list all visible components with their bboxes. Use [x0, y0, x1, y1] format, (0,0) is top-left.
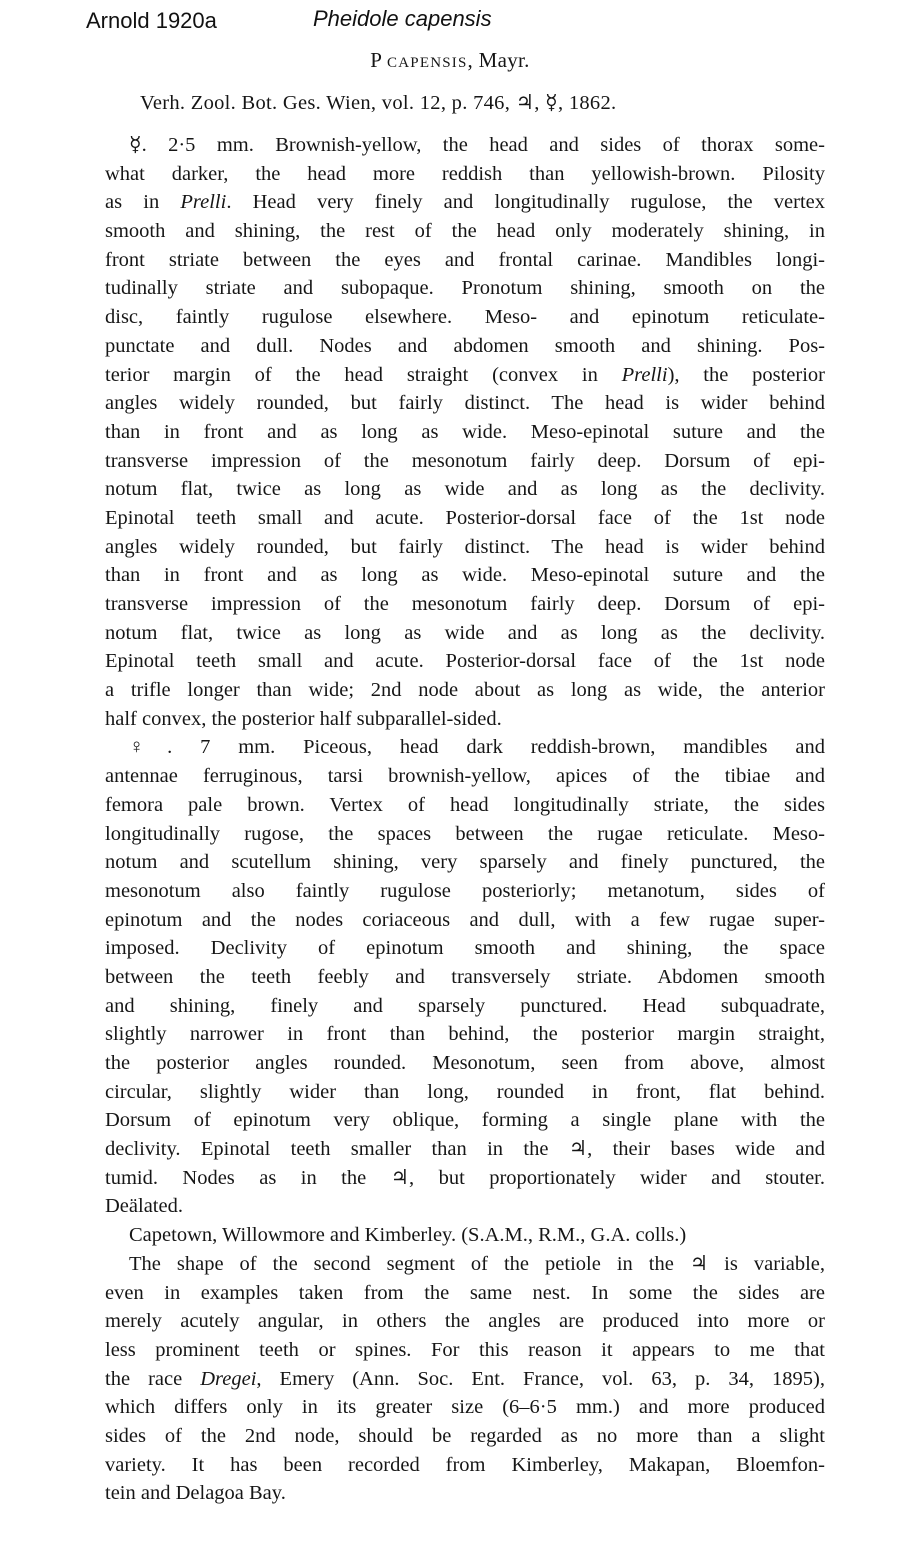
text-line: than in front and as long as wide. Meso-epinotal suture and the — [105, 564, 825, 587]
text-line: epinotum and the nodes coriaceous and dull, with a few rugae super- — [105, 908, 825, 931]
text-line: half convex, the posterior half subparallel-sided. — [105, 707, 502, 730]
text-line: which differs only in its greater size (6–6·5 mm.) and more produced — [105, 1396, 825, 1419]
description-body — [105, 131, 825, 1508]
text-line: disc, faintly rugulose elsewhere. Meso- and epinotum reticulate- — [105, 306, 825, 329]
text-line: Epinotal teeth small and acute. Posterior-dorsal face of the 1st node — [105, 506, 825, 529]
text-line: ♀. 7 mm. Piceous, head dark reddish-brown, mandibles and — [129, 736, 825, 759]
text-line: circular, slightly wider than long, rounded in front, flat behind. — [105, 1080, 825, 1103]
text-line: the posterior angles rounded. Mesonotum, seen from above, almost — [105, 1052, 825, 1074]
text-line: angles widely rounded, but fairly distinct. The head is wider behind — [105, 535, 825, 558]
text-line: front striate between the eyes and frontal carinae. Mandibles longi- — [105, 248, 825, 271]
text-line: Dorsum of epinotum very oblique, forming a single plane with the — [105, 1109, 825, 1132]
text-line: angles widely rounded, but fairly distinct. The head is wider behind — [105, 392, 825, 415]
text-line: ☿. 2·5 mm. Brownish-yellow, the head and sides of thorax some- — [129, 134, 825, 156]
text-line: notum flat, twice as long as wide and as long as the declivity. — [105, 478, 825, 501]
text-line: notum flat, twice as long as wide and as long as the declivity. — [105, 621, 825, 644]
paragraph — [105, 733, 825, 1221]
text-line: tein and Delagoa Bay. — [105, 1482, 286, 1505]
text-line: tumid. Nodes as in the ♃, but proportionately wider and stouter. — [105, 1166, 825, 1189]
text-line: declivity. Epinotal teeth smaller than in the ♃, their bases wide and — [105, 1138, 825, 1161]
text-line: imposed. Declivity of epinotum smooth and shining, the space — [105, 937, 825, 960]
text-line: merely acutely angular, in others the angles are produced into more or — [105, 1310, 825, 1333]
text-line: a trifle longer than wide; 2nd node about as long as wide, the anterior — [105, 679, 825, 702]
taxon-label: Pheidole capensis — [313, 6, 492, 31]
text-line: tudinally striate and subopaque. Pronotum shining, smooth on the — [105, 277, 825, 300]
text-line: antennae ferruginous, tarsi brownish-yellow, apices of the tibiae and — [105, 765, 825, 788]
text-line: transverse impression of the mesonotum fairly deep. Dorsum of epi- — [105, 449, 825, 472]
species-author: , Mayr. — [467, 48, 530, 72]
text-line: between the teeth feebly and transversely striate. Abdomen smooth — [105, 965, 825, 988]
text-line: notum and scutellum shining, very sparsely and finely punctured, the — [105, 851, 825, 874]
text-line: smooth and shining, the rest of the head only moderately shining, in — [105, 220, 825, 243]
text-line: and shining, finely and sparsely punctured. Head subquadrate, — [105, 994, 825, 1017]
text-line: mesonotum also faintly rugulose posteriorly; metanotum, sides of — [105, 879, 825, 902]
text-line: The shape of the second segment of the petiole in the ♃ is variable, — [129, 1252, 825, 1275]
original-reference: Verh. Zool. Bot. Ges. Wien, vol. 12, p. 746, ♃, ☿, 1862. — [140, 92, 617, 114]
text-line: femora pale brown. Vertex of head longitudinally striate, the sides — [105, 793, 825, 816]
text-line: transverse impression of the mesonotum fairly deep. Dorsum of epi- — [105, 593, 825, 615]
text-line: than in front and as long as wide. Meso-epinotal suture and the — [105, 420, 825, 443]
text-line: longitudinally rugose, the spaces between the rugae reticulate. Meso- — [105, 822, 825, 845]
text-line: sides of the 2nd node, should be regarded as no more than a slight — [105, 1424, 825, 1447]
text-line: even in examples taken from the same nest. In some the sides are — [105, 1281, 825, 1304]
genus-initial: P — [370, 48, 382, 72]
text-line: Deälated. — [105, 1195, 183, 1218]
text-line: less prominent teeth or spines. For this reason it appears to me that — [105, 1338, 825, 1361]
paragraph — [105, 1221, 825, 1250]
text-line: what darker, the head more reddish than yellowish-brown. Pilosity — [105, 162, 825, 185]
species-heading — [0, 48, 900, 73]
text-line: as in Prelli. Head very finely and longitudinally rugulose, the vertex — [105, 191, 825, 214]
paragraph — [105, 1250, 825, 1508]
text-line: the race Dregei, Emery (Ann. Soc. Ent. France, vol. 63, p. 34, 1895), — [105, 1367, 825, 1390]
citation-label: Arnold 1920a — [86, 8, 217, 33]
species-name: capensis — [387, 48, 468, 72]
text-line: Capetown, Willowmore and Kimberley. (S.A.M., R.M., G.A. colls.) — [129, 1224, 687, 1247]
text-line: Epinotal teeth small and acute. Posterior-dorsal face of the 1st node — [105, 650, 825, 673]
text-line: variety. It has been recorded from Kimberley, Makapan, Bloemfon- — [105, 1453, 825, 1476]
text-line: punctate and dull. Nodes and abdomen smooth and shining. Pos- — [105, 334, 825, 357]
paragraph — [105, 131, 825, 733]
text-line: slightly narrower in front than behind, the posterior margin straight, — [105, 1023, 825, 1046]
text-line: terior margin of the head straight (convex in Prelli), the posterior — [105, 363, 825, 386]
